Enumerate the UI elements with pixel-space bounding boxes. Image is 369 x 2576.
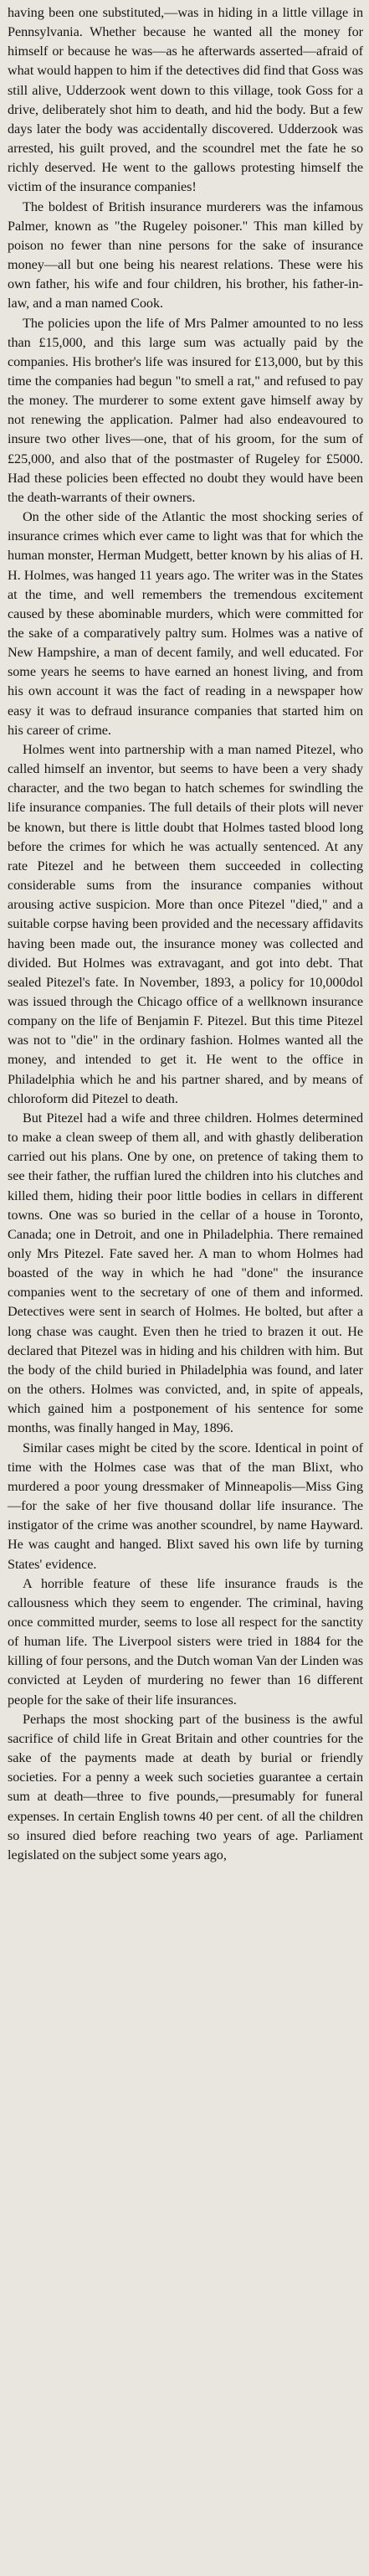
article-paragraph-7: Similar cases might be cited by the score. Identical in point of time with the Holmes case was that of the man Blixt, who murdered a poor young dressmaker of Minneapolis—Miss Ging—for the sake of her five thousand dollar life insurance. The instigator of the crime was another scoundrel, by name Hayward. He was caught and hanged. Blixt saved his own life by turning States' evidence. (8, 1440, 363, 1572)
article-paragraph-1: having been one substituted,—was in hiding in a little village in Pennsylvania. Whether because he wanted all the money for himself or because he was—as he afterwards asserted—afraid of what would happen to him if the detectives did find that Goss was still alive, Udderzook went down to this village, took Goss for a drive, deliberately shot him to death, and hid the body. But a few days later the body was accidentally discovered. Udderzook was arrested, his guilt proved, and the scoundrel met the fate he so richly deserved. He went to the gallows protesting himself the victim of the insurance companies! (8, 5, 363, 195)
article-paragraph-6: But Pitezel had a wife and three children. Holmes determined to make a clean sweep of them all, and with ghastly deliberation carried out his plans. One by one, on pretence of taking them to see their father, the ruffian lured the children into his clutches and killed them, hiding their poor little bodies in cellars in different towns. One was so buried in the cellar of a house in Toronto, Canada; one in Detroit, and one in Philadelphia. There remained only Mrs Pitezel. Fate saved her. A man to whom Holmes had boasted of the way in which he had "done" the insurance companies went to the secretary of one of them and informed. Detectives were sent in search of Holmes. He bolted, but after a long chase was caught. Even then he tried to brazen it out. He declared that Pitezel was in hiding and his children with him. But the body of the child buried in Philadelphia was found, and later on the others. Holmes was convicted, and, in spite of appeals, which gained him a postponement of his sentence for some months, was finally hanged in May, 1896. (8, 1110, 363, 1436)
article-paragraph-2: The boldest of British insurance murderers was the infamous Palmer, known as "the Rugeley poisoner." This man killed by poison no fewer than nine persons for the sake of insurance money—all but one being his nearest relations. These were his own father, his wife and four children, his brother, his father-in-law, and a man named Cook. (8, 198, 363, 312)
article-paragraph-9: Perhaps the most shocking part of the business is the awful sacrifice of child life in Great Britain and other countries for the sake of the payments made at death by burial or friendly societies. For a penny a week such societies guarantee a certain sum at death—three to five pounds,—presumably for funeral expenses. In certain English towns 40 per cent. of all the children so insured died before reaching two years of age. Parliament legislated on the subject some years ago, (8, 1711, 363, 1862)
article-paragraph-4: On the other side of the Atlantic the most shocking series of insurance crimes which ever came to light was that for which the human monster, Herman Mudgett, better known by his alias of H. H. Holmes, was hanged 11 years ago. The writer was in the States at the time, and well remembers the tremendous excitement caused by these abominable murders, which were committed for the sake of a comparatively paltry sum. Holmes was a native of New Hampshire, a man of decent family, and well educated. For some years he seems to have earned an honest living, and from his own account it was the fact of reading in a newspaper how easy it was to defraud insurance companies that started him on his career of crime. (8, 509, 363, 738)
article-paragraph-3: The policies upon the life of Mrs Palmer amounted to no less than £15,000, and this large sum was actually paid by the companies. His brother's life was insured for £13,000, but by this time the companies had begun "to smell a rat," and refused to pay the money. The murderer to some extent gave himself away by not renewing the application. Palmer had also endeavoured to insure two other lives—one, that of his groom, for the sum of £25,000, and also that of the postmaster of Rugeley for £5000. Had these policies been effected no doubt they would have been the death-warrants of their owners. (8, 315, 363, 505)
article-paragraph-8: A horrible feature of these life insurance frauds is the callousness which they seem to engender. The criminal, having once committed murder, seems to lose all respect for the sanctity of human life. The Liverpool sisters were tried in 1884 for the killing of four persons, and the Dutch woman Van der Linden was convicted at Leyden of murdering no fewer than 16 different people for the sake of their life insurances. (8, 1575, 363, 1708)
article-paragraph-5: Holmes went into partnership with a man named Pitezel, who called himself an inventor, but seems to have been a very shady character, and the two began to hatch schemes for swindling the life insurance companies. The full details of their plots will never be known, but there is little doubt that Holmes tasted blood long before the crimes for which he was actually sentenced. At any rate Pitezel and he between them succeeded in collecting considerable sums from the insurance companies without arousing active suspicion. More than once Pitezel "died," and a suitable corpse having been provided and the necessary affidavits having been made out, the insurance money was collected and divided. But Holmes was extravagant, and got into debt. That sealed Pitezel's fate. In November, 1893, a policy for 10,000dol was issued through the Chicago office of a wellknown insurance company on the life of Benjamin F. Pitezel. But this time Pitezel was not to "die" in the ordinary fashion. Holmes wanted all the money, and intended to get it. He went to the office in Philadelphia which he and his partner shared, and by means of chloroform did Pitezel to death. (8, 741, 363, 1106)
